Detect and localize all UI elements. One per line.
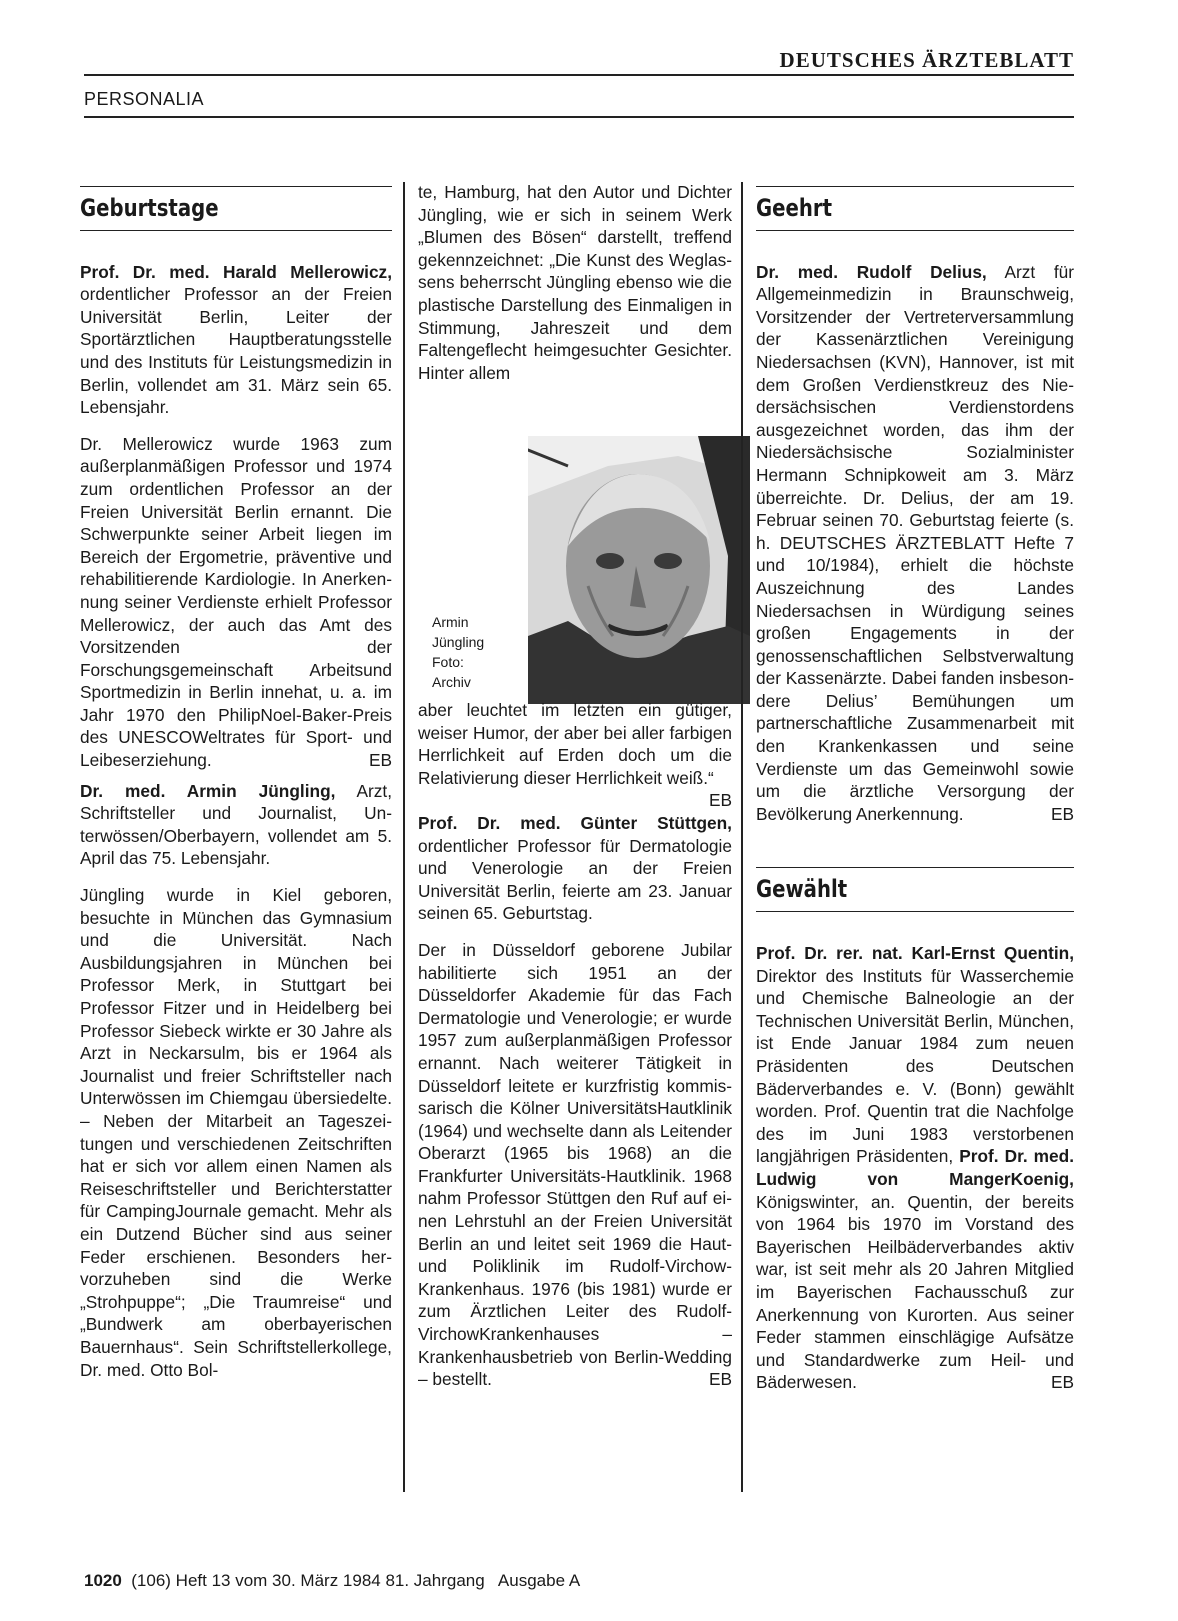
signature-eb: EB [368,750,392,771]
name-juengling: Dr. med. Armin Jüngling, [80,780,336,801]
text-juengling: Arzt, Schriftsteller und Journalist, Unterwössen/Oberbayern, vollendet am 5. April das 75. Lebensjahr. [80,780,392,869]
text-stuettgen: ordentlicher Professor für Dermatologie und Venerologie an der Freien Universität Berlin, feierte am 23. Januar seinen 65. Geburtstag. [418,835,732,924]
name-mellerowicz: Prof. Dr. med. Harald Mellerowicz, [80,261,392,282]
paragraph-stuettgen-bio [418,939,732,1391]
issue-info: (106) Heft 13 vom 30. März 1984 81. Jahrgang Ausgabe A [121,1571,581,1590]
photo-caption [432,612,484,692]
text-mellerowicz: ordentlicher Professor an der Freien Universität Berlin, Leiter der Sportärztlichen Hauptberatungsstelle und des Instituts für Leistungsmedizin in Berlin, vollendet am 31. März sein 65. Lebensjahr. [80,284,392,418]
column-3 [756,186,1074,1408]
caption-photo-source: Archiv [432,674,471,690]
text-quentin-a: Direktor des Instituts für Wasserchemie und Chemische Balneologie an der Technischen Universität Berlin, München, ist Ende Januar 1984 zum neuen Präsidenten des Deutschen Bäderverbandes e. V. (Bonn) gewählt worden. Prof. Quentin trat die Nachfolge des im Juni 1983 verstorbenen langjährigen Präsidenten, [756,965,1074,1167]
caption-name-last: Jüngling [432,634,485,650]
text-juengling-cont: te, Hamburg, hat den Autor und Dichter Jüngling, wie er sich in seinem Werk „Blumen des Bösen“ darstellt, treffend gekennzeichnet: „Die Kunst des Weglassens beherrscht Jüngling ebenso wie die plastische Darstellung des Einmaligen in Stimmung, Jahreszeit und dem Faltengeflecht heimgesuchter Gesichter. Hinter allem [418,182,732,383]
text-juengling-bio: Jüngling wurde in Kiel geboren, besuchte in München das Gymnasium und die Universität. Nach Ausbildungsjahren in München bei Professor Merk, in Stuttgart bei Professor Fitzer und in Heidelberg bei Professor Siebeck wirkte er 30 Jahre als Arzt in Neckarsulm, bis er 1964 als Journalist und freier Schriftsteller nach Unterwössen im Chiemgau übersiedelte. – Neben der Mitarbeit an Tageszeitungen und verschiedenen Zeitschriften hat er sich vor allem einen Namen als Reiseschriftsteller und Berichterstatter für CampingJournale gemacht. Mehr als ein Dutzend Bücher sind aus seiner Feder erschienen. Besonders hervorzuheben sind die Werke „Strohpuppe“; „Die Traumreise“ und „Bundwerk am oberbayerischen Bauernhaus“. Sein Schriftstellerkollege, Dr. med. Otto Bol- [80,885,392,1380]
column-2 [418,181,732,398]
name-quentin: Prof. Dr. rer. nat. Karl-Ernst Quentin, [756,943,1074,964]
entry-stuettgen [418,812,732,925]
entry-juengling [80,780,392,870]
signature-eb: EB [1050,1372,1074,1393]
paragraph-juengling-end [418,699,732,811]
column-1 [80,186,392,1395]
column-divider-1 [403,182,405,1492]
portrait-image [528,436,750,704]
name-delius: Dr. med. Rudolf Delius, [756,261,987,282]
text-juengling-end: aber leuchtet im letzten ein gütiger, weiser Humor, der aber bei aller farbigen Herrlichkeit auf Erden doch um die Relativierung dieser Herrlichkeit weiß.“ [418,700,732,788]
page-footer [84,1571,580,1591]
heading-geehrt: Geehrt [756,194,832,222]
heading-rule-bottom [756,911,1074,912]
page-number: 1020 [84,1571,122,1590]
entry-mellerowicz [80,261,392,419]
heading-rule-bottom [80,230,392,231]
text-stuettgen-bio: Der in Düsseldorf geborene Jubilar habilitierte sich 1951 an der Düsseldorfer Akademie für das Fach Dermatologie und Venerologie; er wurde 1957 zum außerplanmäßigen Professor ernannt. Nach weiterer Tätigkeit in Düsseldorf leitete er kurzfristig kommissarisch die Kölner UniversitätsHautklinik (1964) und wechselte dann als Leitender Oberarzt (1965 bis 1968) an die Frankfurter Universitäts-Hautklinik. 1968 nahm Professor Stüttgen den Ruf auf einen Lehrstuhl an der Freien Universität Berlin an und leitet seit 1969 die Haut- und Poliklinik im Rudolf-Virchow-Krankenhaus. 1976 (bis 1981) wurde er zum Ärztlichen Leiter des Rudolf-VirchowKrankenhauses – Krankenhausbetrieb von Berlin-Wedding – bestellt. [418,939,732,1390]
paragraph-juengling-bio [80,884,392,1381]
masthead: DEUTSCHES ÄRZTEBLATT [779,48,1074,72]
name-stuettgen: Prof. Dr. med. Günter Stüttgen, [418,812,732,833]
caption-photo-label: Foto: [432,654,464,670]
signature-eb: EB [708,790,732,811]
heading-rule-top [80,186,392,187]
section-rule [84,116,1074,118]
paragraph-juengling-cont [418,181,732,384]
signature-eb: EB [708,1369,732,1390]
entry-delius [756,261,1074,826]
heading-gewaehlt: Gewählt [756,875,848,904]
entry-quentin [756,942,1074,1394]
heading-geburtstage: Geburtstage [80,194,219,222]
text-delius: Arzt für Allgemeinmedizin in Braunschweig, Vorsitzender der Vertreterversammlung der Kassenärztlichen Vereinigung Niedersachsen (KVN), Hannover, ist mit dem Großen Verdienstkreuz des Niedersächsischen Verdienstordens ausgezeichnet worden, das ihm der Niedersächsische Sozialminister Hermann Schnipkoweit am 3. März überreichte. Dr. Delius, der am 19. Februar seinen 70. Geburtstag feierte (s. h. DEUTSCHES ÄRZTEBLATT Hefte 7 und 10/1984), erhielt die höchste Auszeichnung des Landes Niedersachsen in Würdigung seines großen Engagements in der genossenschaftlichen Selbstverwaltung der Kassenärzte. Dabei fanden insbesondere Delius’ Bemühungen um partnerschaftliche Zusammenarbeit mit den Krankenkassen und seine Verdienste um das Gemeinwohl sowie um die ärztliche Versorgung der Bevölkerung Anerkennung. [756,261,1074,824]
column-divider-2 [741,182,743,1492]
portrait-photo [528,436,750,704]
name-manger-koenig: Prof. Dr. med. Ludwig von MangerKoenig, [756,1146,1074,1189]
text-mellerowicz-bio: Dr. Mellerowicz wurde 1963 zum außerplanmäßigen Professor und 1974 zum ordentlichen Professor an der Freien Universität Berlin ernannt. Die Schwerpunkte seiner Arbeit liegen im Bereich der Ergometrie, präventive und rehabilitierende Kardiologie. In Anerkennung seiner Verdienste erhielt Professor Mellerowicz, der auch das Amt des Vorsitzenden der Forschungsgemeinschaft Arbeitsund Sportmedizin in Berlin innehat, u. a. im Jahr 1970 den PhilipNoel-Baker-Preis des UNESCOWeltrates für Sport- und Leibeserziehung. [80,433,392,771]
paragraph-mellerowicz-bio [80,433,392,772]
caption-name-first: Armin [432,614,469,630]
column-2-lower [418,699,732,1405]
heading-rule-top [756,867,1074,868]
heading-rule-bottom [756,230,1074,231]
text-quentin-b: Königswinter, an. Quentin, der bereits von 1964 bis 1970 im Vorstand des Bayerischen Heilbäderverbandes aktiv war, ist seit mehr als 20 Jahren Mitglied im Bayerischen Fachausschuß zur Anerkennung von Kurorten. Aus seiner Feder stammen einschlägige Aufsätze und Standardwerke zum Heil- und Bäderwesen. [756,1191,1074,1393]
signature-eb: EB [1050,803,1074,824]
heading-rule-top [756,186,1074,187]
section-label: PERSONALIA [84,89,205,109]
masthead-rule [84,74,1074,76]
